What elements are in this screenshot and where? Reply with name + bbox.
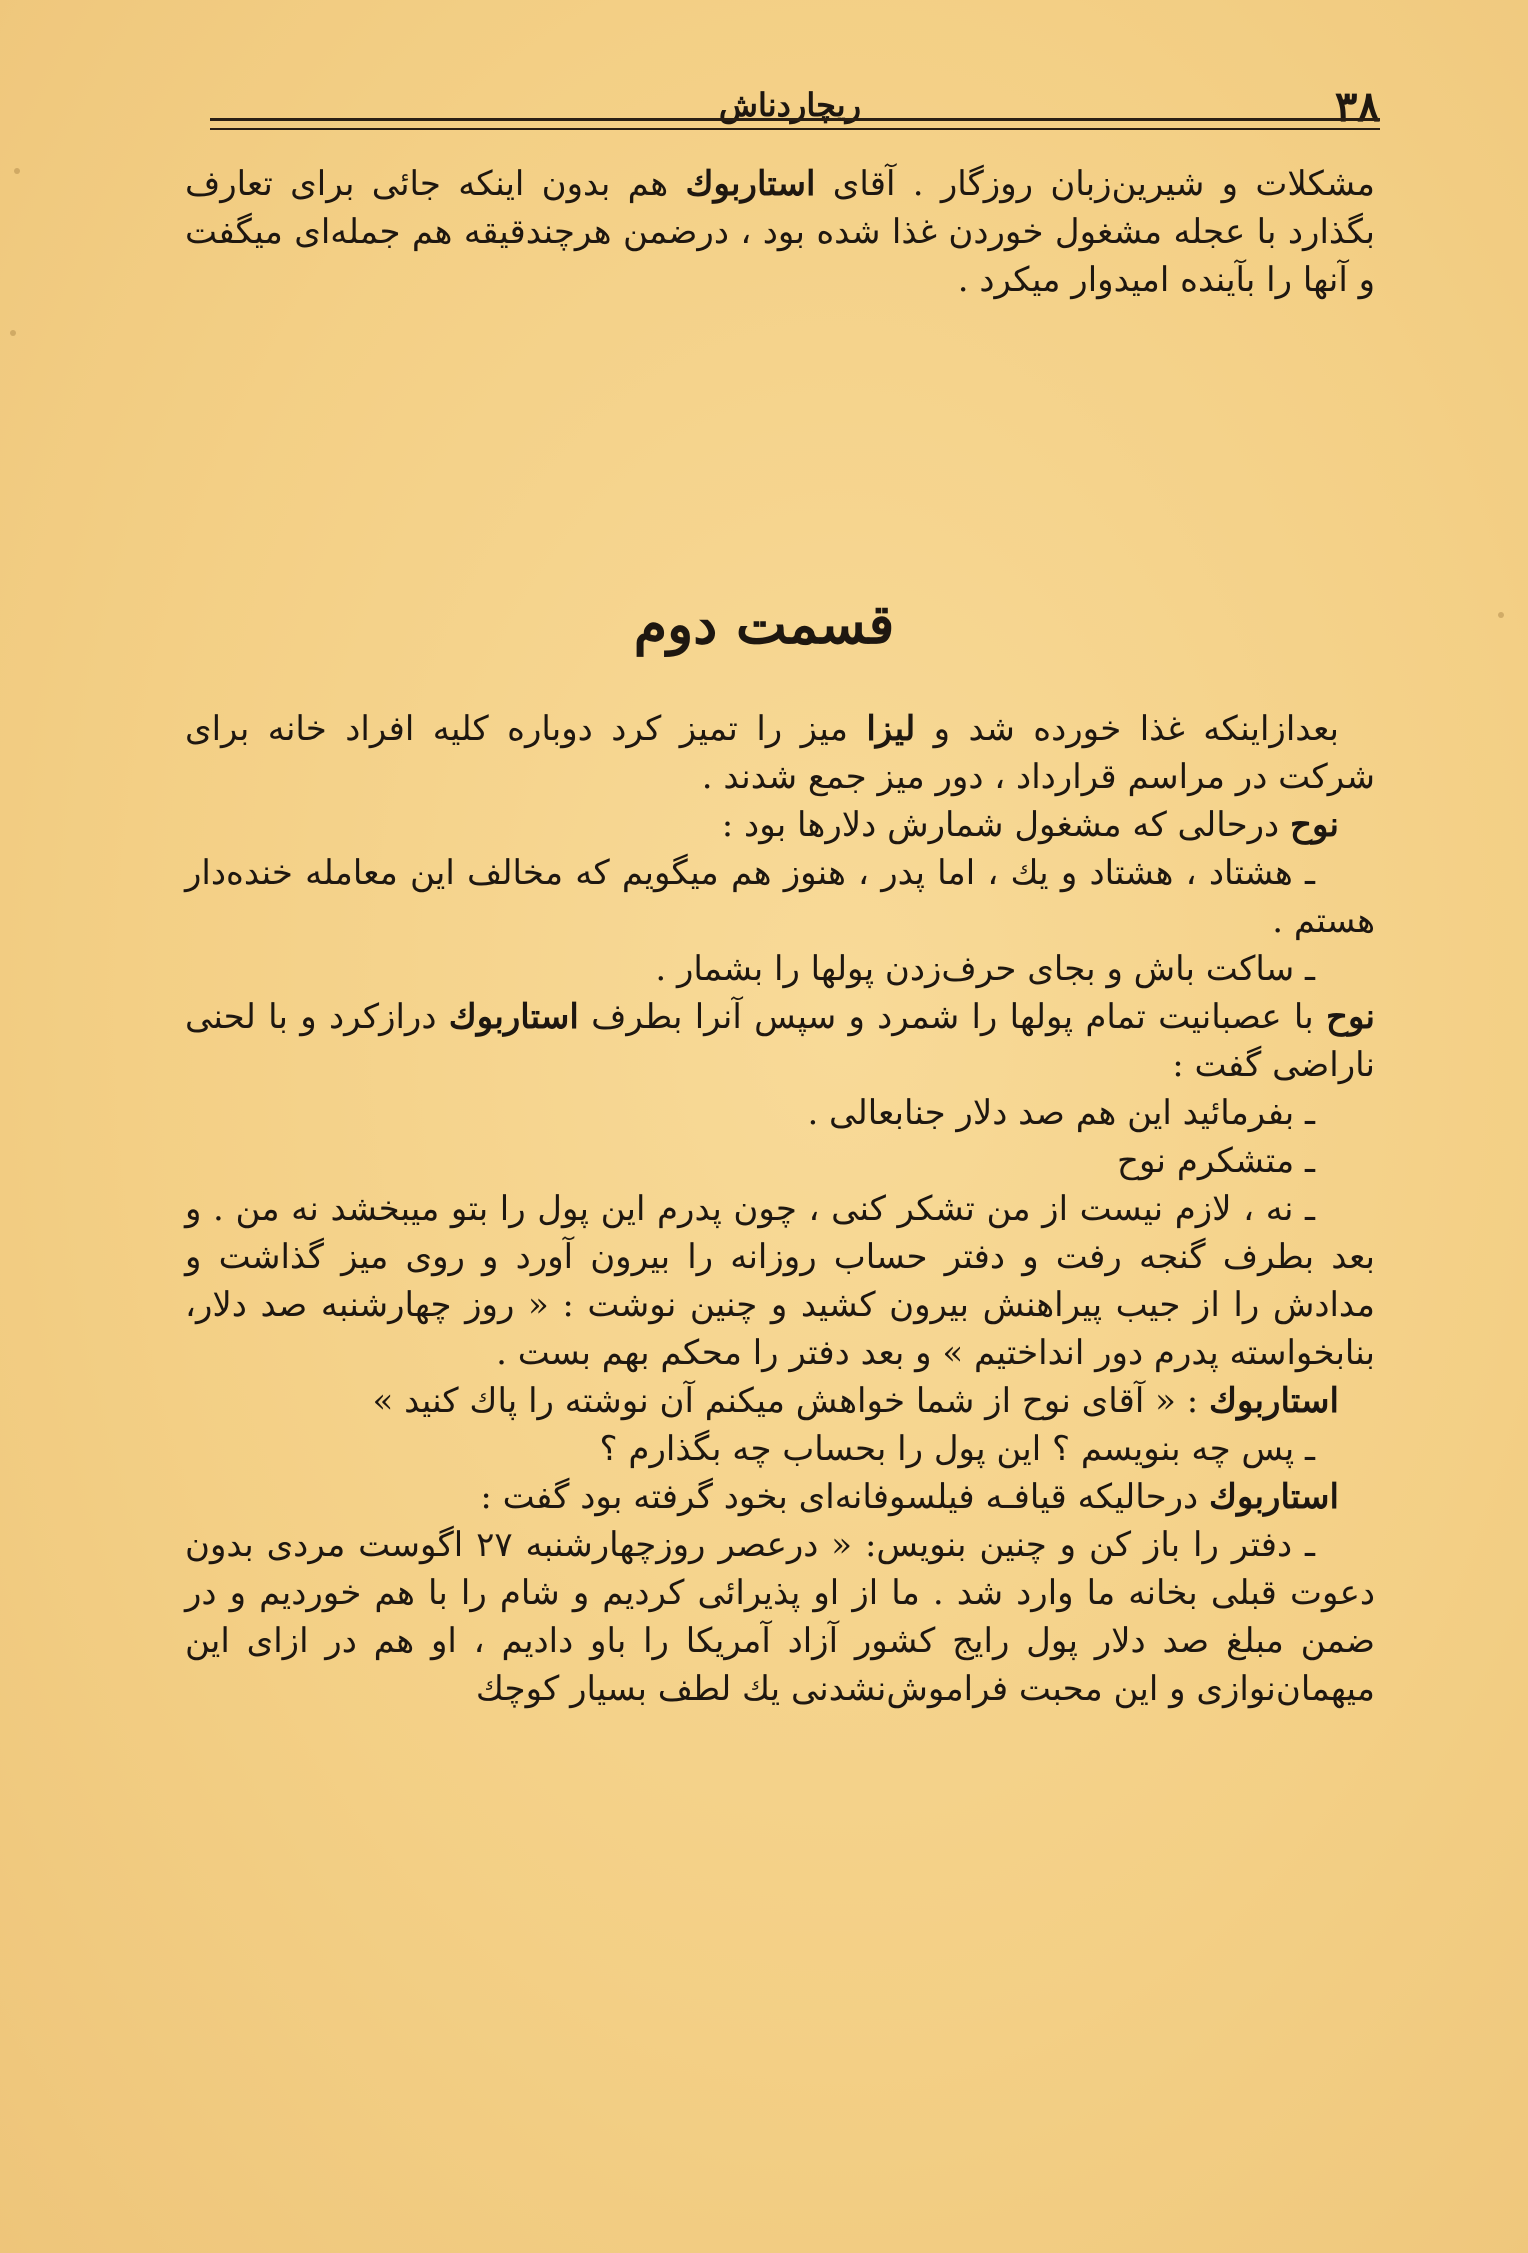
text-run: مشکلات و شیرین‌زبان روزگار . آقای — [815, 164, 1375, 204]
paragraph — [185, 1473, 1375, 1521]
character-name: استاربوك — [1208, 1381, 1339, 1421]
paragraph — [185, 801, 1375, 849]
header-rule-thin — [210, 128, 1380, 130]
paragraph — [185, 1377, 1375, 1425]
character-name: استاربوك — [685, 164, 816, 204]
dialogue-line — [185, 1521, 1375, 1713]
text-run: ـ نه ، لازم نیست از من تشکر کنی ، چون پدرم این پول را بتو میبخشد نه من . و بعد بطرف گنجه رفت و دفتر حساب روزانه را بیرون آورد و روی میز گذاشت و مدادش را از جیب پیراهنش بیرون کشید و چنین نوشت : « روز چهارشنبه صد دلار، بنابخواسته پدرم دور انداختیم » و بعد دفتر را محکم بهم بست . — [185, 1189, 1375, 1373]
top-paragraph-block — [185, 160, 1375, 304]
character-name: نوح — [1290, 805, 1339, 845]
text-run: درازکرد و با لحنی ناراضی گفت : — [185, 997, 1375, 1085]
page-speck — [14, 168, 20, 174]
text-run: ـ ساکت باش و بجای حرف‌زدن پولها را بشمار . — [655, 949, 1315, 989]
dialogue-line — [185, 1137, 1375, 1185]
dialogue-line — [185, 945, 1375, 993]
text-run: درحالی که مشغول شمارش دلارها بود : — [721, 805, 1291, 845]
text-run: میز را تمیز کرد دوباره کلیه افراد خانه برای شرکت در مراسم قرارداد ، دور میز جمع شدند . — [185, 709, 1375, 797]
paragraph — [185, 160, 1375, 304]
text-run: درحالیکه قیافـه فیلسوفانه‌ای بخود گرفته بود گفت : — [480, 1477, 1209, 1517]
text-run: ـ پس چه بنویسم ؟ این پول را بحساب چه بگذارم ؟ — [599, 1429, 1315, 1469]
text-run: ـ هشتاد ، هشتاد و یك ، اما پدر ، هنوز هم میگویم که مخالف این معامله خنده‌دار هستم . — [185, 853, 1375, 941]
dialogue-line — [185, 1425, 1375, 1473]
dialogue-line — [185, 849, 1375, 945]
section-heading: قسمت دوم — [633, 592, 895, 656]
dialogue-line — [185, 1185, 1375, 1377]
text-run: ـ بفرمائید این هم صد دلار جنابعالی . — [807, 1093, 1315, 1133]
character-name: استاربوك — [1208, 1477, 1339, 1517]
page-speck — [1498, 612, 1504, 618]
header-rule — [210, 118, 1380, 121]
paragraph — [185, 993, 1375, 1089]
page-header — [200, 82, 1380, 142]
running-title: ریچاردناش — [718, 86, 862, 124]
main-text-block — [185, 705, 1375, 1713]
character-name: لیزا — [866, 709, 916, 749]
character-name: استاربوك — [448, 997, 579, 1037]
text-run: : « آقای نوح از شما خواهش میکنم آن نوشته را پاك کنید » — [372, 1381, 1209, 1421]
character-name: نوح — [1326, 997, 1375, 1037]
page-number: ۳۸ — [1334, 82, 1380, 131]
text-run: ـ متشکرم نوح — [1117, 1141, 1315, 1181]
text-run: بعدازاینکه غذا خورده شد و — [915, 709, 1339, 749]
dialogue-line — [185, 1089, 1375, 1137]
page-speck — [10, 330, 16, 336]
text-run: هم بدون اینکه جائی برای تعارف بگذارد با عجله مشغول خوردن غذا شده بود ، درضمن هرچندقیقه هم جمله‌ای میگفت و آنها را بآینده امیدوار میکرد . — [185, 164, 1375, 300]
paragraph — [185, 705, 1375, 801]
text-run: با عصبانیت تمام پولها را شمرد و سپس آنرا بطرف — [578, 997, 1327, 1037]
text-run: ـ دفتر را باز کن و چنین بنویس: « درعصر روزچهارشنبه ۲۷ اگوست مردی بدون دعوت قبلی بخانه ما وارد شد . ما از او پذیرائی کردیم و شام را با هم خوردیم و در ضمن مبلغ صد دلار پول رایج کشور آزاد آمریکا را باو دادیم ، او هم در ازای این میهمان‌نوازی و این محبت فراموش‌نشدنی یك لطف بسیار کوچك — [185, 1525, 1375, 1709]
